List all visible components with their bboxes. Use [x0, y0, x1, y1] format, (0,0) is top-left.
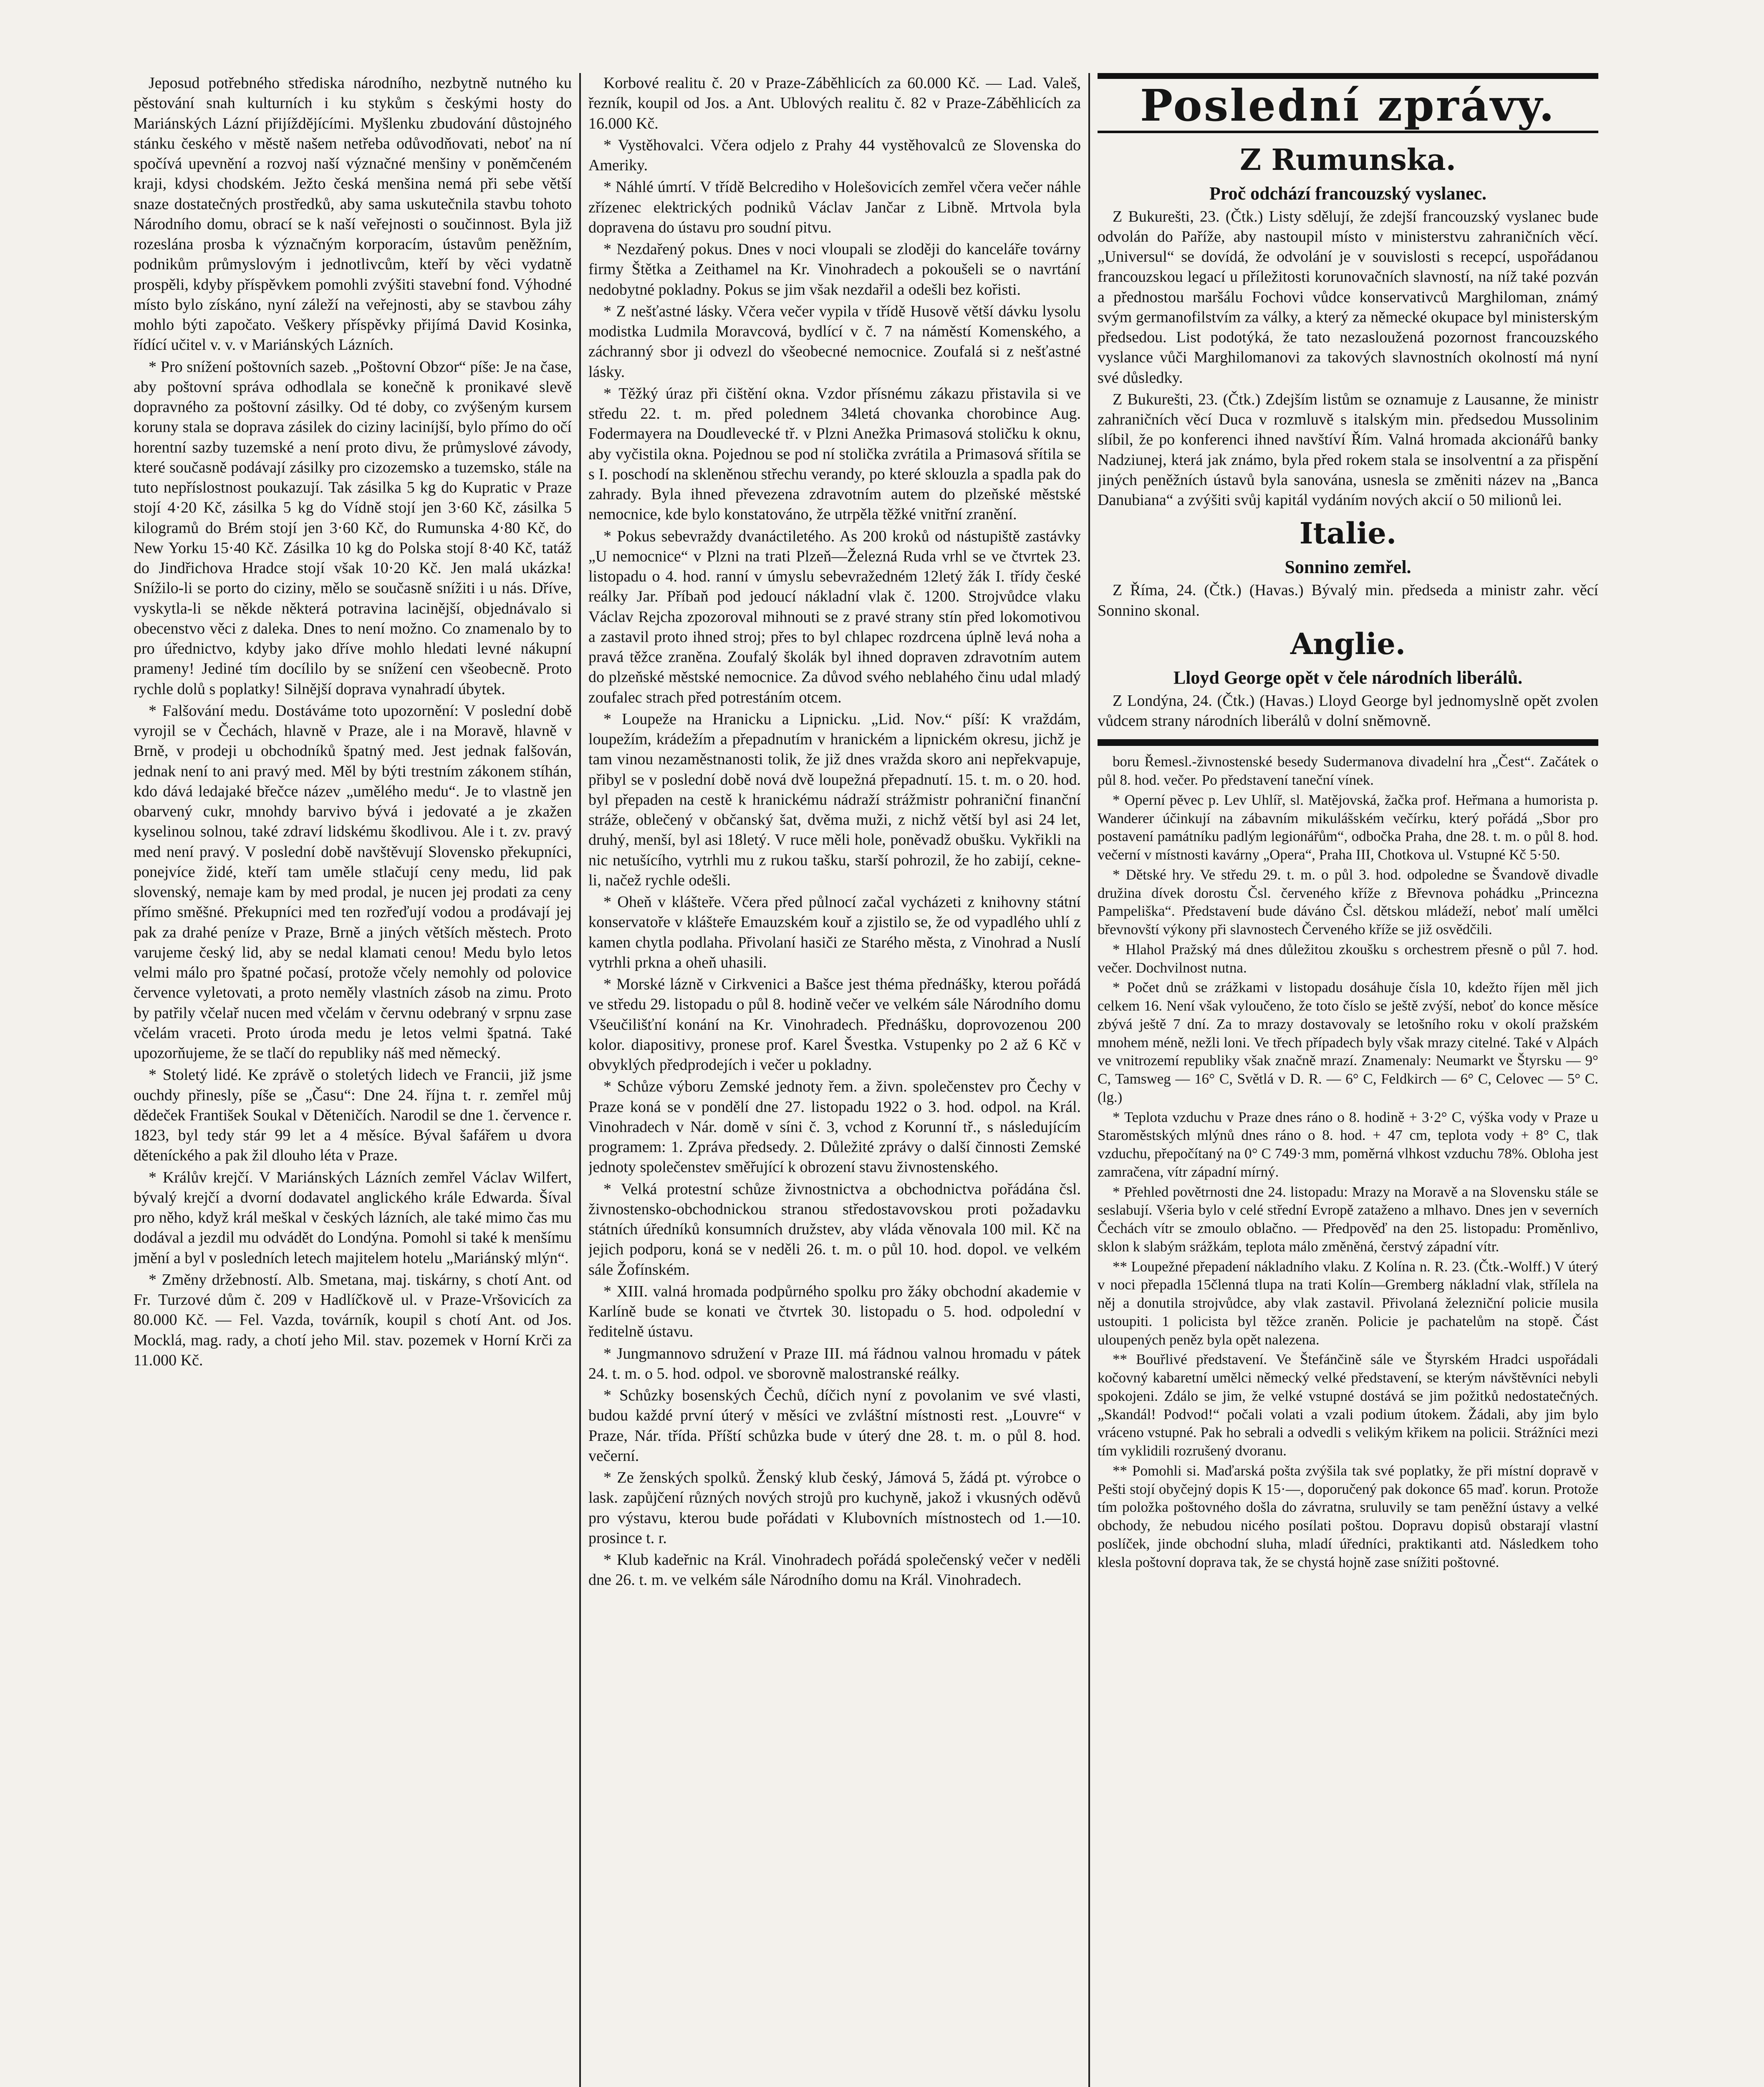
section-heading: Anglie.	[1290, 626, 1406, 661]
article-paragraph: * XIII. valná hromada podpůrného spolku pro žáky obchodní akademie v Karlíně bude se konati ve čtvrtek 30. listopadu o 5. hod. odpolední v ředitelně ústavu.	[588, 1282, 1081, 1341]
article-paragraph: ** Pomohli si. Maďarská pošta zvýšila tak své poplatky, že při místní dopravě v Pešti stojí obyčejný dopis K 15·—, doporučený pak dokonce 65 maď. korun. Protože tím položka poštovného došla do závratna, sruluvily se tam peněžní ústavy a velké obchody, že nebudou nicého posílati poštou. Dopravu dopisů obstarají vlastní poslíček, jinde obchodní sluha, mladí úředníci, praktikanti atd. Následkem toho klesla poštovní doprava tak, že se chystá hojně zase snížiti poštovné.	[1098, 1462, 1598, 1570]
article-paragraph: * Schůzky bosenských Čechů, díčich nyní z povolanim ve své vlasti, budou každé první úterý v měsíci ve zvláštní místnosti rest. „Louvre“ v Praze, Nár. třída. Příští schůzka bude v úterý dne 28. t. m. o půl 8. hod. večerní.	[588, 1387, 1081, 1465]
article-paragraph: Z Říma, 24. (Čtk.) (Havas.) Bývalý min. předseda a ministr zahr. věcí Sonnino skonal.	[1098, 581, 1598, 619]
article-paragraph: * Přehled povětrnosti dne 24. listopadu: Mrazy na Moravě a na Slovensku stále se seslabují. Všeria bylo v celé střední Evropě zataženo a mlhavo. Dnes jen v severních Čechách vítr se zmoulo oblačno. — Předpověď na den 25. listopadu: Proměnlivo, sklon k slabým srážkám, teplota málo změněná, čerstvý západní vítr.	[1098, 1183, 1598, 1255]
article-paragraph: Z Bukurešti, 23. (Čtk.) Zdejším listům se oznamuje z Lausanne, že ministr zahraničních věcí Duca v rozmluvě s italským min. předsedou Mussolinim slíbil, že po konferenci ihned navštíví Řím. Valná hromada akcionářů banky Nadziunej, která jak známo, byla před rokem stala se insolventní a za přispění jiných peněžních ústavů byla sanována, usnesla se změniti název na „Banca Danubiana“ a zvýšiti svůj kapitál vydáním nových akcií o 50 milionů lei.	[1098, 390, 1598, 509]
article-paragraph: * Oheň v klášteře. Včera před půlnocí začal vycházeti z knihovny státní konservatoře v klášteře Emauzském kouř a zjistilo se, že od vypadlého uhlí z kamen chytla podlaha. Přivolaní hasiči ze Starého města, z Vinohrad a Nuslí vytrhli prkna a oheň uhasili.	[588, 893, 1081, 971]
article-paragraph: * Ze ženských spolků. Ženský klub český, Jámová 5, žádá pt. výrobce o lask. zapůjčení různých nových strojů pro kuchyně, jakož i vkusných oděvů pro výstavu, kterou bude pořádati v Klubovních místnostech od 1.—10. prosince t. r.	[588, 1469, 1081, 1547]
article-paragraph: * Falšování medu. Dostáváme toto upozornění: V poslední době vyrojil se v Čechách, hlavně v Praze, ale i na Moravě, hlavně v Brně, v prodeji u obchodníků špatný med. Jest jednak falšován, jednak není to ani pravý med. Měl by býti trestním zákonem stíhán, kdo dává ledajaké břečce název „umělého medu“. Je to vlastně jen obarvený cukr, mnohdy barvivo bývá i jedovaté a je zkažen kyselinou solnou, také zdraví lidskému škodlivou. Ale i t. zv. pravý med není pravý. V poslední době navštěvují Slovensko překupníci, ponejvíce židé, kteří tam uměle stlačují ceny medu, lid pak slovenský, nemaje kam by med prodal, je nucen jej prodati za ceny přímo směšné. Překupníci med ten rozřeďují vodou a prodávají jej pak za drahé peníze v Praze, Brně a jiných větších městech. Proto varujeme český lid, aby se nedal klamati cenou! Medu bylo letos velmi málo pro špatné počasí, protože včely nemohly od polovice července vyletovati, a proto neměly vlastních zásob na zimu. Proto by patřily včelař nucen med včelám v červnu odebraný v srpnu zase včelám vraceti. Proto úroda medu je letos velmi špatná. Také upozorňujeme, že se tlačí do republiky náš med německý.	[134, 702, 572, 1062]
article-paragraph: * Králův krejčí. V Mariánských Lázních zemřel Václav Wilfert, bývalý krejčí a dvorní dodavatel anglického krále Edwarda. Šíval pro něho, když král meškal v českých lázních, ale také mimo čas mu dodával a jezdil mu odvádět do Londýna. Pomohl si také k menšímu jmění a byl v posledních letech majitelem hotelu „Mariánský mlýn“.	[134, 1168, 572, 1267]
article-paragraph: * Klub kadeřnic na Král. Vinohradech pořádá společenský večer v neděli dne 26. t. m. ve velkém sále Národního domu na Král. Vinohradech.	[588, 1551, 1081, 1589]
article-paragraph: ** Bouřlivé představení. Ve Štefánčině sále ve Štyrském Hradci uspořádali kočovný kabaretní umělci německý velké představení, se kterým návštěvníci nebyli spokojeni. Zdálo se jim, že velké vstupné dostává se jim požitků nedostatečných. „Skandál! Podvod!“ počali volati a vzali podium útokem. Žádali, aby jim bylo vráceno vstupné. Pak ho sebrali a odvedli s velikým křikem na policii. Strážníci mezi tím vyklidili rozrušený dvoranu.	[1098, 1351, 1598, 1459]
article-paragraph: * Stoletý lidé. Ke zprávě o stoletých lidech ve Francii, již jsme ouchdy přinesly, píše se „Času“: Dne 24. října t. r. zemřel můj dědeček František Soukal v Děteničích. Narodil se dne 1. července r. 1823, byl tedy stár 99 let a 4 měsíce. Býval šafářem u dvora děteníckého a pak žil dlouho léta v Praze.	[134, 1066, 572, 1165]
article-paragraph: * Nezdařený pokus. Dnes v noci vloupali se zloději do kanceláře továrny firmy Štětka a Zeithamel na Kr. Vinohradech a pokoušeli se o navrtání nedobytné pokladny. Pokus se jim však nezdařil a odešli bez kořisti.	[588, 240, 1081, 298]
article-paragraph: * Dětské hry. Ve středu 29. t. m. o půl 3. hod. odpoledne se Švandově divadle družina dívek dorostu Čsl. červeného kříže z Břevnova pohádku „Princezna Pampeliška“. Představení bude dáváno Čsl. dětskou mládeží, neboť malí umělci břevnovští výkony při slavnostech Červeného kříže se již osvědčili.	[1098, 866, 1598, 938]
article-paragraph: * Schůze výboru Zemské jednoty řem. a živn. společenstev pro Čechy v Praze koná se v pondělí dne 27. listopadu 1922 o 3. hod. odpol. na Král. Vinohradech v Nár. domě v síni č. 3, vchod z Korunní tř., s následujícím programem: 1. Zpráva předsedy. 2. Důležité zprávy o další činnosti Zemské jednoty společenstev směřující k obrození stavu živnostenského.	[588, 1078, 1081, 1176]
column-right-lower	[1098, 753, 1598, 1571]
article-paragraph: boru Řemesl.-živnostenské besedy Sudermanova divadelní hra „Čest“. Začátek o půl 8. hod. večer. Po představení taneční vínek.	[1098, 753, 1598, 788]
masthead-title: Poslední zprávy.	[1140, 80, 1556, 131]
article-paragraph: * Pokus sebevraždy dvanáctiletého. As 200 kroků od nástupiště zastávky „U nemocnice“ v Plzni na trati Plzeň—Železná Ruda vrhl se ve čtvrtek 23. listopadu o 4. hod. ranní v úmyslu sebevražedném 12letý žák I. třídy české reálky Jar. Příbaň pod jedoucí nákladní vlak č. 1200. Strojvůdce vlaku Václav Rejcha zpozoroval mihnouti se z pravé strany stín před lokomotivou a zastavil proto ihned stroj; přes to byl chlapec rozdrcena úplně levá noha a pravá těžce zraněna. Zoufalý školák byl ihned dopraven zdravotním autem do plzeňské městské nemocnice. Za důvod svého neblahého činu udal mladý zoufalec strach před potrestáním otcem.	[588, 527, 1081, 706]
article-paragraph: * Z nešťastné lásky. Včera večer vypila v třídě Husově větší dávku lysolu modistka Ludmila Moravcová, bydlící v č. 7 na náměstí Komenského, a záchranný sbor ji odvezl do všeobecné nemocnice. Zoufalá si z nešťastné lásky.	[588, 302, 1081, 381]
article-paragraph: Z Londýna, 24. (Čtk.) (Havas.) Lloyd George byl jednomyslně opět zvolen vůdcem strany národních liberálů v dolní sněmovně.	[1098, 692, 1598, 730]
article-paragraph: ** Loupežné přepadení nákladního vlaku. Z Kolína n. R. 23. (Čtk.-Wolff.) V úterý v noci přepadla 15členná tlupa na trati Kolín—Gremberg nákladní vlak, střílela na něj a donutila strojvůdce, aby vlak zastavil. Přivolaná železniční policie musila ustoupiti. 1 policista byl těžce zraněn. Policie je pachatelům na stopě. Část uloupených peněz byla opět nalezena.	[1098, 1258, 1598, 1348]
latest-news-masthead	[1098, 73, 1598, 133]
article-paragraph: Z Bukurešti, 23. (Čtk.) Listy sdělují, že zdejší francouzský vyslanec bude odvolán do Paříže, aby nastoupil místo v ministerstvu zahraničních věcí. „Universul“ se dovídá, že odvolání je v souvislosti s recepcí, uspořádanou francouzskou legací u příležitosti korunovačních slavností, na níž také pozván a přednostou maršálu Fochovi vůdce konservativců Marghiloman, známý svým germanofilstvím za války, a který za německé okupace byl ministerským předsedou. List podotýká, že tato nezasloužená pozornost francouzského vyslance vůči Marghilomanovi za takových slavnostních okolností má nyní své důsledky.	[1098, 207, 1598, 387]
column-divider	[579, 73, 581, 2087]
article-paragraph: * Těžký úraz při čištění okna. Vzdor přísnému zákazu přistavila si ve středu 22. t. m. před polednem 34letá chovanka chorobince Aug. Fodermayera na Doudlevecké tř. v Plzni Anežka Primasová stoličku k oknu, aby vyčistila okna. Pojednou se pod ní stolička zvrátila a Primasová sřítila se s I. poschodí na skleněnou střechu verandy, po které sklouzla a spadla pak do zahrady. Byla ihned převezena zdravotním autem do plzeňské městské nemocnice, kde bylo konstatováno, že utrpěla těžké vnitřní zranění.	[588, 384, 1081, 523]
article-paragraph: Korbové realitu č. 20 v Praze-Záběhlicích za 60.000 Kč. — Lad. Valeš, řezník, koupil od Jos. a Ant. Ublových realitu č. 82 v Praze-Záběhlicích za 16.000 Kč.	[588, 74, 1081, 132]
article-paragraph: * Náhlé úmrtí. V třídě Belcrediho v Holešovicích zemřel včera večer náhle zřízenec elektrických podniků Václav Jančar z Libně. Mrtvola byla dopravena do ústavu pro soudní pitvu.	[588, 178, 1081, 236]
section-subheading: Proč odchází francouzský vyslanec.	[1209, 183, 1487, 204]
article-paragraph: * Změny držebností. Alb. Smetana, maj. tiskárny, s chotí Ant. od Fr. Turzové dům č. 209 v Hadlíčkově ul. v Praze-Vršovicích za 80.000 Kč. — Fel. Vazda, továrník, koupil s chotí Ant. od Jos. Mocklá, mag. rady, a chotí jeho Mil. stav. pozemek v Horní Krči za 11.000 Kč.	[134, 1271, 572, 1369]
article-paragraph: * Velká protestní schůze živnostnictva a obchodnictva pořádána čsl. živnostensko-obchodnickou stranou středostavovskou proti požadavku státních úředníků konsumních družstev, aby vláda věnovala 100 mil. Kč na jejich podporu, koná se v neděli 26. t. m. o půl 10. hod. dopol. ve velkém sále Žofínském.	[588, 1180, 1081, 1278]
section-subheading: Sonnino zemřel.	[1285, 557, 1411, 578]
article-paragraph: * Pro snížení poštovních sazeb. „Poštovní Obzor“ píše: Je na čase, aby poštovní správa odhodlala se konečně k pronikavé slevě dopravného za poštovní zásilky. Od té doby, co zvýšeným kursem koruny stala se doprava zásilek do ciziny laciníjší, bylo přímo do očí horentní sazby tuzemské a není proto divu, že průmyslové závody, které současně podávají zásilky pro cizozemsko a tuzemsko, stále na tuto nepříslostnost poukazují. Tak zásilka 5 kg do Kupratic v Praze stojí 4·20 Kč, zásilka 5 kg do Vídně stojí jen 3·60 Kč, zásilka 5 kilogramů do Brém stojí jen 3·60 Kč, do Rumunska 4·80 Kč, do New Yorku 15·40 Kč. Zásilka 10 kg do Polska stojí 8·40 Kč, tatáž do Jindřichova Hradce stojí však 10·20 Kč. Jen malá ukázka! Snížilo-li se porto do ciziny, mělo se současně snížiti i u nás. Dříve, vyskytla-li se někde některá potravina lacinější, objednávalo si obecenstvo věci z daleka. Dnes to není možno. Co znamenalo by to pro úřednictvo, kdyby jako dříve mohlo hledati levné nákupní prameny! Jediné tím docílilo by se snížení cen všeobecně. Proto rychle dolů s poplatky! Silnější doprava vynahradí úbytek.	[134, 358, 572, 698]
article-paragraph: * Teplota vzduchu v Praze dnes ráno o 8. hodině + 3·2° C, výška vody v Praze u Staroměstských mlýnů dnes ráno o 8. hod. + 47 cm, teplota vody + 8° C, tlak vzduchu, přepočítaný na 0° C 749·3 mm, poměrná vlhkost vzduchu 78%. Obloha jest zamračena, vítr západní mírný.	[1098, 1109, 1598, 1180]
article-paragraph: * Hlahol Pražský má dnes důležitou zkoušku s orchestrem přesně o půl 7. hod. večer. Dochvilnost nutna.	[1098, 941, 1598, 976]
article-paragraph: * Počet dnů se zrážkami v listopadu dosáhuje čísla 10, kdežto říjen měl jich celkem 16. Není však vyloučeno, že toto číslo se ještě zvýší, neboť do konce měsíce zbývá ještě 7 dní. Za to mrazy dostavovaly se letošního roku v okolí pražském mnohem méně, nežli loni. Ve třech případech byly však mrazy citelné. Také v Alpách ve vnitrozemí republiky však značně mrazí. Znamenaly: Neumarkt ve Štyrsku — 9° C, Tamsweg — 16° C, Světlá v D. R. — 6° C, Feldkirch — 6° C, Celovec — 5° C. (lg.)	[1098, 979, 1598, 1105]
article-paragraph: Jeposud potřebného střediska národního, nezbytně nutného ku pěstování snah kulturních i ku stykům s českými hosty do Mariánských Lázní přijíždějícími. Myšlenku zbudování důstojného stánku českého v městě našem netřeba odůvodňovati, neboť na ní spočívá upevnění a rozvoj naší význačné menšiny v poněmčeném kraji, kdysi chodském. Ježto česká menšina nemá při sebe větší snaze dostatečných prostředků, aby sama uskutečnila stavbu tohoto Národního domu, obrací se k naší veřejnosti o součinnost. Byla již rozeslána prosba k význačným korporacím, ústavům peněžním, podnikům průmyslovým i jednotlivcům, kteří by věci vydatně prospěli, kdyby příspěvkem pomohli zvýšiti stavební fond. Výhodné místo bylo získáno, nyní záleží na veřejnosti, aby se stavbou záhy mohlo býti započato. Veškery příspěvky přijímá David Kosinka, řídící učitel v. v. v Mariánských Lázních.	[134, 74, 572, 354]
article-paragraph: * Vystěhovalci. Včera odjelo z Prahy 44 vystěhovalců ze Slovenska do Ameriky.	[588, 136, 1081, 174]
section-subheading: Lloyd George opět v čele národních liberálů.	[1173, 667, 1523, 688]
article-paragraph: * Jungmannovo sdružení v Praze III. má řádnou valnou hromadu v pátek 24. t. m. o 5. hod. odpol. ve sborovně malostranské reálky.	[588, 1344, 1081, 1382]
article-paragraph: * Morské lázně v Cirkvenici a Bašce jest théma přednášky, kterou pořádá ve středu 29. listopadu o půl 8. hodině večer ve velkém sále Národního domu Všeučilišťní konání na Kr. Vinohradech. Přednášku, doprovozenou 200 kolor. diapositivy, pronese prof. Karel Švestka. Vstupenky po 2 až 6 Kč v obvyklých předprodejích i večer u pokladny.	[588, 975, 1081, 1074]
column-right	[1098, 73, 1598, 2087]
column-divider	[1088, 73, 1090, 2087]
section-heading: Italie.	[1299, 516, 1397, 551]
column-middle	[588, 73, 1081, 2087]
column-left	[134, 73, 572, 2087]
section-separator	[1098, 739, 1598, 746]
article-paragraph: * Operní pěvec p. Lev Uhlíř, sl. Matějovská, žačka prof. Heřmana a humorista p. Wanderer účinkují na zábavním mikulášském večírku, který pořádá „Sbor pro postavení památníku padlým legionářům“, odbočka Praha, dne 28. t. m. o půl 8. hod. večerní v místnosti kavárny „Opera“, Praha III, Chotkova ul. Vstupné Kč 5·50.	[1098, 791, 1598, 863]
article-paragraph: * Loupeže na Hranicku a Lipnicku. „Lid. Nov.“ píší: K vraždám, loupežím, krádežím a přepadnutím v hranickém a lipnickém okresu, jichž je tam vinou nezaměstnanosti tolik, že již dnes vražda skoro ani nepřekvapuje, přibyl se v poslední době nová dvě loupežná přepadnutí. 15. t. m. o 20. hod. byl přepaden na cestě k hranickému nádraží strážmistr pohraniční finanční stráže, oblečený v občanský šat, dvěma muži, z nichž větší byl asi 24 let, druhý, menší, byl asi 18letý. V ruce měli hole, poněvadž obušku. Vykřikli na nic netušícího, vytrhli mu z rukou tašku, starší pohrozil, že ho zabijí, cekne-li, načež rychle odešli.	[588, 710, 1081, 889]
section-heading: Z Rumunska.	[1239, 142, 1456, 177]
